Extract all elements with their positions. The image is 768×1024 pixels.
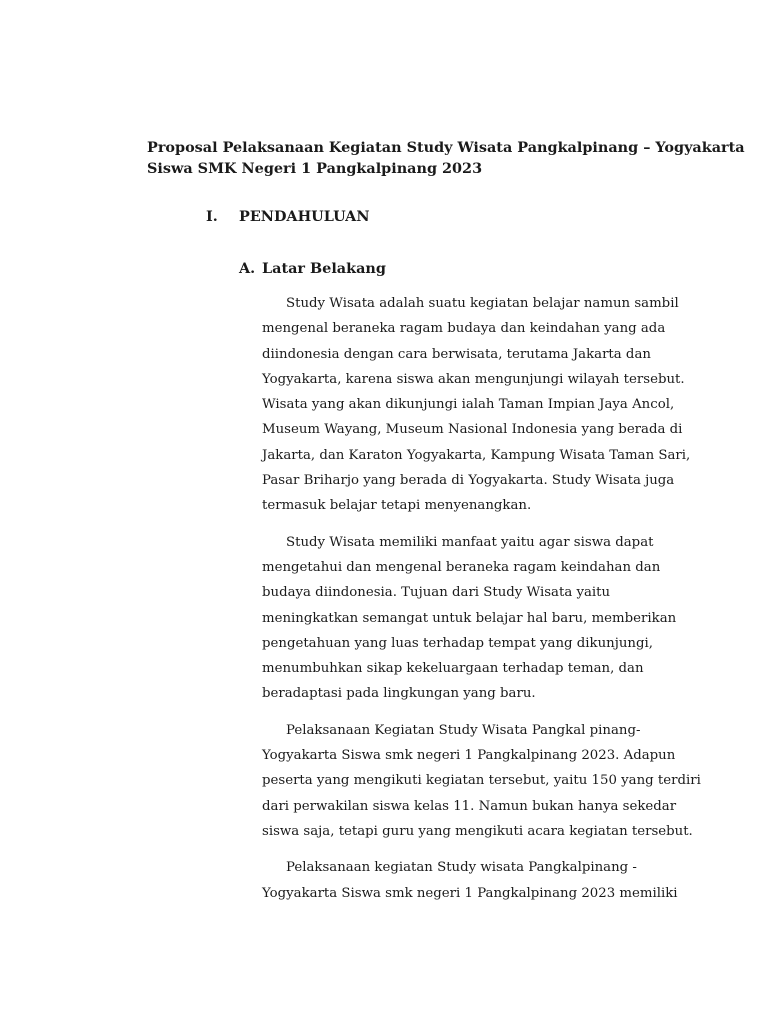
subsection-letter: A. [239,260,256,277]
paragraph-line: meningkatkan semangat untuk belajar hal baru, memberikan [262,610,677,626]
body-text [262,291,712,917]
subsection-heading [239,258,386,279]
paragraph-line: Study Wisata memiliki manfaat yaitu agar siswa dapat [286,534,654,550]
document-title [147,137,745,179]
section-heading [206,206,370,227]
paragraph-line: peserta yang mengikuti kegiatan tersebut, yaitu 150 yang terdiri [262,773,701,789]
paragraph-line: mengetahui dan mengenal beraneka ragam keindahan dan [262,559,661,575]
paragraph-line: Study Wisata adalah suatu kegiatan belajar namun sambil [286,296,679,311]
document-title-line: Proposal Pelaksanaan Kegiatan Study Wisata Pangkalpinang – Yogyakarta [147,139,745,156]
document-title-line: Siswa SMK Negeri 1 Pangkalpinang 2023 [147,160,483,177]
paragraph [262,855,712,906]
paragraph-line: menumbuhkan sikap kekeluargaan terhadap teman, dan [262,661,644,677]
paragraph-line: Yogyakarta Siswa smk negeri 1 Pangkalpinang 2023 memiliki [262,885,678,901]
section-title: PENDAHULUAN [239,208,370,225]
paragraph-line: mengenal beraneka ragam budaya dan keindahan yang ada [262,321,666,337]
paragraph-line: termasuk belajar tetapi menyenangkan. [262,498,532,514]
paragraph [262,291,712,519]
paragraph-line: Yogyakarta, karena siswa akan mengunjungi wilayah tersebut. [262,371,685,387]
paragraph-line: beradaptasi pada lingkungan yang baru. [262,686,536,702]
paragraph-line: Wisata yang akan dikunjungi ialah Taman Impian Jaya Ancol, [262,397,675,413]
paragraph-line: Yogyakarta Siswa smk negeri 1 Pangkalpinang 2023. Adapun [262,748,676,764]
paragraph-line: Pelaksanaan kegiatan Study wisata Pangkalpinang - [286,860,637,876]
paragraph-line: dari perwakilan siswa kelas 11. Namun bukan hanya sekedar [262,798,677,814]
paragraph-line: Museum Wayang, Museum Nasional Indonesia yang berada di [262,422,683,438]
section-number: I. [206,208,218,225]
paragraph-line: budaya diindonesia. Tujuan dari Study Wisata yaitu [262,585,611,601]
paragraph-line: diindonesia dengan cara berwisata, terutama Jakarta dan [262,346,651,362]
paragraph-line: siswa saja, tetapi guru yang mengikuti acara kegiatan tersebut. [262,823,693,839]
paragraph-line: Pasar Briharjo yang berada di Yogyakarta. Study Wisata juga [262,473,675,489]
subsection-title: Latar Belakang [262,260,386,277]
paragraph-line: pengetahuan yang luas terhadap tempat yang dikunjungi, [262,635,653,651]
paragraph-line: Pelaksanaan Kegiatan Study Wisata Pangkal pinang- [286,722,641,738]
paragraph [262,718,712,844]
paragraph-line: Jakarta, dan Karaton Yogyakarta, Kampung Wisata Taman Sari, [262,447,691,463]
paragraph [262,530,712,707]
